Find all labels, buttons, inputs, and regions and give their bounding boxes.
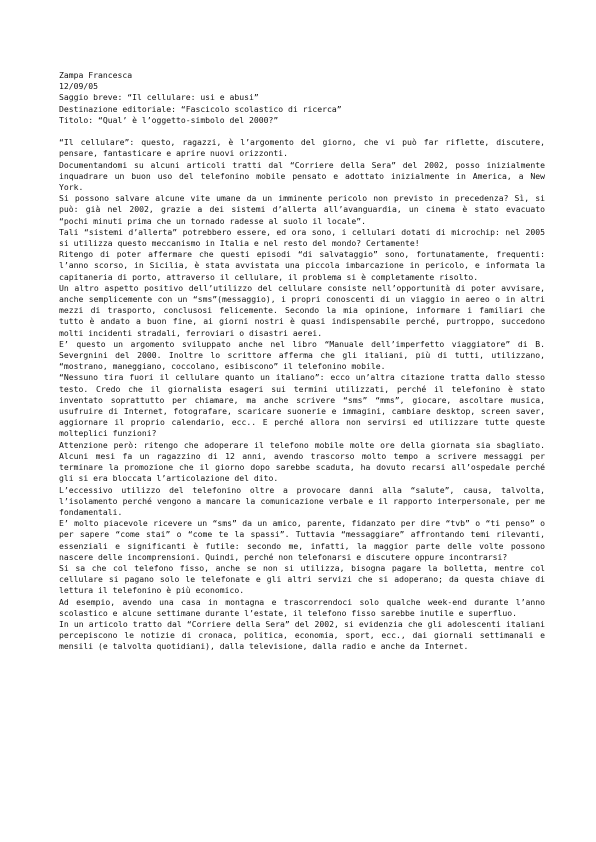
essay-type: Saggio breve: “Il cellulare: usi e abusi” (59, 92, 259, 103)
essay-body (59, 137, 545, 652)
paragraph: Attenzione però: ritengo che adoperare il telefono mobile molte ore della giornata sia sbagliato. Alcuni mesi fa un ragazzino di 12 anni, avendo trascorso molto tempo a scrivere messaggi per terminare la promozione che il giorno dopo sarebbe scaduta, ha dovuto recarsi all’ospedale perché gli si era bloccata l’articolazione del dito. (59, 439, 545, 484)
editorial-destination: Destinazione editoriale: “Fascicolo scolastico di ricerca” (59, 103, 342, 114)
essay-title: Titolo: “Qual’ è l’oggetto-simbolo del 2000?” (59, 114, 279, 125)
paragraph: “Il cellulare”: questo, ragazzi, è l’argomento del giorno, che vi può far riflette, discutere, pensare, fantasticare e aprire nuovi orizzonti. (59, 137, 545, 159)
paragraph: E’ questo un argomento sviluppato anche nel libro “Manuale dell’imperfetto viaggiatore” di B. Severgnini del 2000. Inoltre lo scrittore afferma che gli italiani, più di tutti, utilizzano, “mostrano, maneggiano, coccolano, esibiscono” il telefonino mobile. (59, 338, 545, 372)
paragraph: Documentandomi su alcuni articoli tratti dal “Corriere della Sera” del 2002, posso inizialmente inquadrare un buon uso del telefonino mobile pensato e adottato inizialmente in America, a New York. (59, 159, 545, 193)
document-date: 12/09/05 (59, 81, 98, 92)
paragraph: Tali “sistemi d’allerta” potrebbero essere, ed ora sono, i cellulari dotati di microchip: nel 2005 si utilizza questo meccanismo in Italia e nel resto del mondo? Certamente! (59, 226, 545, 249)
paragraph: “Nessuno tira fuori il cellulare quanto un italiano”: ecco un’altra citazione tratta dallo stesso testo. Credo che il giornalista esageri sui termini utilizzati, perché il telefonino è stato inventato soprattutto per chiamare, ma anche scrivere “sms” “mms”, giocare, ascoltare musica, usufruire di Internet, fotografare, scaricare suonerie e immagini, cambiare desktop, screen saver, aggiornare il proprio calendario, ecc.. E perché allora non servirsi ed utilizzare tutte queste molteplici funzioni? (59, 372, 545, 439)
paragraph: L’eccessivo utilizzo del telefonino oltre a provocare danni alla “salute”, causa, talvolta, l’isolamento perché vengono a mancare la comunicazione verbale e il rapporto interpersonale, per me fondamentali. (59, 484, 545, 517)
paragraph: In un articolo tratto dal “Corriere della Sera” del 2002, si evidenzia che gli adolescenti italiani percepiscono le notizie di cronaca, politica, economia, sport, ecc., dai giornali settimanali e mensili (e talvolta quotidiani), dalla televisione, dalla radio e anche da Internet. (59, 618, 545, 652)
paragraph: Si sa che col telefono fisso, anche se non si utilizza, bisogna pagare la bolletta, mentre col cellulare si pagano solo le telefonate e gli altri servizi che si adoperano; da questa chiave di lettura il telefonino è più economico. (59, 562, 545, 596)
paragraph: Si possono salvare alcune vite umane da un imminente pericolo non previsto in precedenza? Sì, si può: già nel 2002, grazie a dei sistemi d’allerta all’avanguardia, un cinema è stato evacuato “pochi minuti prima che un tornado radesse al suolo il locale”. (59, 193, 545, 226)
author-name: Zampa Francesca (59, 70, 133, 80)
paragraph: E’ molto piacevole ricevere un “sms” da un amico, parente, fidanzato per dire “tvb” o “ti penso” o per sapere “come stai” o “come te la spassi”. Tuttavia “messaggiare” affrontando temi rilevanti, essenziali e significanti è futile: secondo me, infatti, la maggior parte delle volte possono nascere delle incomprensioni. Quindi, perché non telefonarsi e discutere oppure incontrarsi? (59, 518, 545, 562)
paragraph: Ad esempio, avendo una casa in montagna e trascorrendoci solo qualche week-end durante l’anno scolastico e alcune settimane durante l’estate, il telefono fisso sarebbe inutile e superfluo. (59, 596, 545, 618)
header-spacer (59, 126, 545, 137)
paragraph: Ritengo di poter affermare che questi episodi “di salvataggio” sono, fortunatamente, frequenti: l’anno scorso, in Sicilia, è stata avvistata una piccola imbarcazione in pericolo, e informata la capitaneria di porto, attraverso il cellulare, il problema si è completamente risolto. (59, 249, 545, 282)
paragraph: Un altro aspetto positivo dell’utilizzo del cellulare consiste nell’opportunità di poter avvisare, anche semplicemente con un “sms”(messaggio), i propri conoscenti di un viaggio in aereo o in altri mezzi di trasporto, conclusosi felicemente. Secondo la mia opinione, informare i familiari che tutto è andato a buon fine, ai giorni nostri è quasi indispensabile perché, purtroppo, succedono molti incidenti stradali, ferroviari o disastri aerei. (59, 282, 545, 338)
document-page (59, 70, 545, 653)
